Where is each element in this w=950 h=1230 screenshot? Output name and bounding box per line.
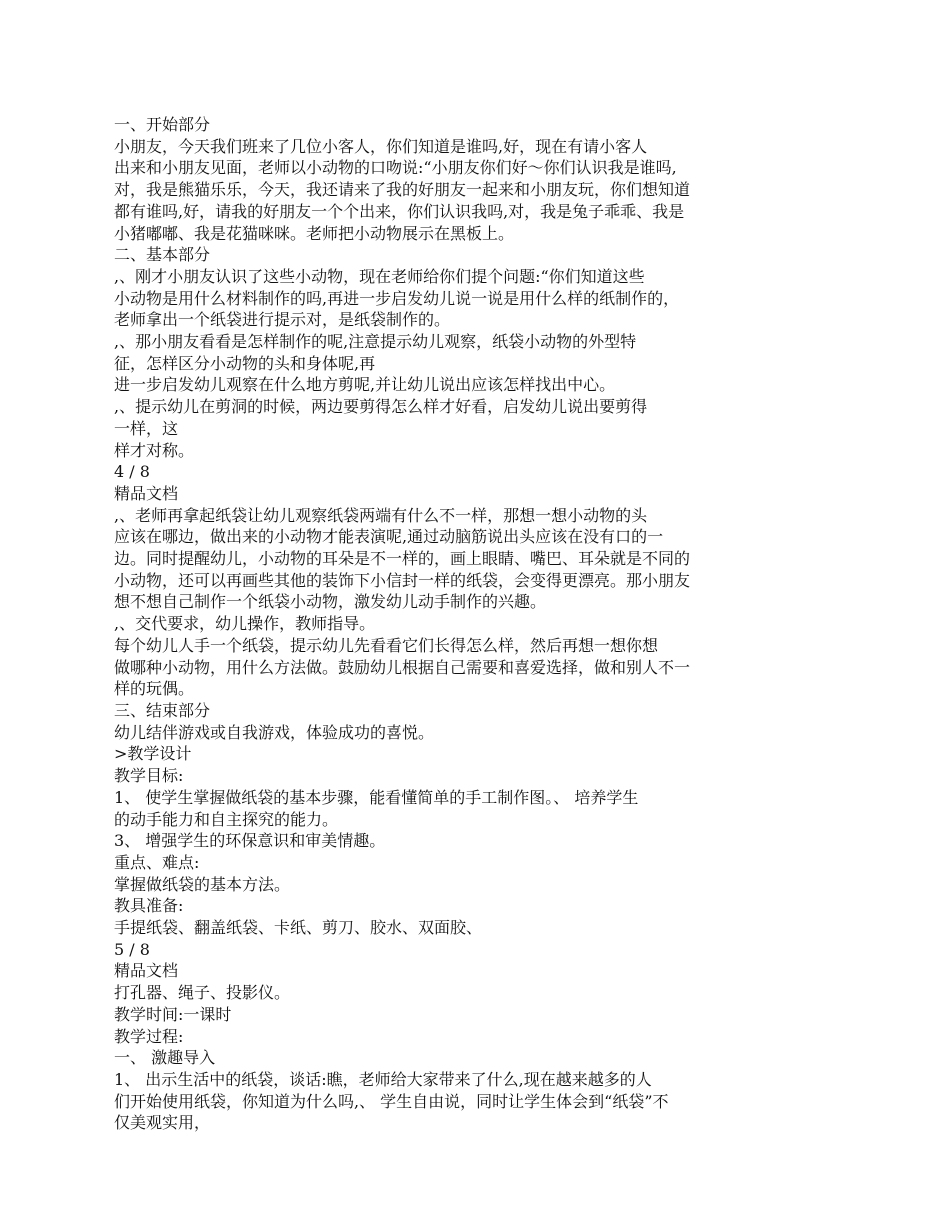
text-line: 仅美观实用，: [114, 1113, 211, 1133]
text-line: 一、 激趣导入: [114, 1048, 216, 1068]
text-line: 教具准备:: [114, 896, 184, 916]
page-number: 5 / 8: [114, 939, 150, 959]
text-line: 都有谁吗,好，请我的好朋友一个个出来，你们认识我吗,对，我是兔子乖乖、我是: [114, 201, 685, 221]
text-line: 想不想自己制作一个纸袋小动物，激发幼儿动手制作的兴趣。: [114, 592, 547, 612]
section-heading-design: >教学设计: [114, 744, 192, 764]
text-line: 做哪种小动物，用什么方法做。鼓励幼儿根据自己需要和喜爱选择，做和别人不一: [114, 657, 691, 677]
text-line: 手提纸袋、翻盖纸袋、卡纸、剪刀、胶水、双面胶、: [114, 918, 483, 938]
text-line: 进一步启发幼儿观察在什么地方剪呢,并让幼儿说出应该怎样找出中心。: [114, 375, 616, 395]
text-line: 样才对称。: [114, 440, 195, 460]
text-line: ,、那小朋友看看是怎样制作的呢,注意提示幼儿观察，纸袋小动物的外型特: [114, 332, 637, 352]
page-header: 精品文档: [114, 961, 179, 981]
text-line: ,、刚才小朋友认识了这些小动物，现在老师给你们提个问题:“你们知道这些: [114, 266, 645, 286]
text-line: 出来和小朋友见面，老师以小动物的口吻说:“小朋友你们好～你们认识我是谁吗,: [114, 158, 677, 178]
document-page: [114, 114, 814, 1134]
text-line: 教学目标:: [114, 766, 184, 786]
text-line: 1、 使学生掌握做纸袋的基本步骤，能看懂简单的手工制作图。、 培养学生: [114, 787, 639, 807]
text-line: ,、提示幼儿在剪洞的时候，两边要剪得怎么样才好看，启发幼儿说出要剪得: [114, 397, 648, 417]
text-line: 边。同时提醒幼儿，小动物的耳朵是不一样的，画上眼睛、嘴巴、耳朵就是不同的: [114, 549, 691, 569]
text-line: 对，我是熊猫乐乐，今天，我还请来了我的好朋友一起来和小朋友玩，你们想知道: [114, 180, 691, 200]
text-line: 打孔器、绳子、投影仪。: [114, 983, 291, 1003]
text-line: 征，怎样区分小动物的头和身体呢,再: [114, 353, 376, 373]
text-line: 小动物，还可以再画些其他的装饰下小信封一样的纸袋，会变得更漂亮。那小朋友: [114, 570, 691, 590]
text-line: 小朋友，今天我们班来了几位小客人，你们知道是谁吗,好，现在有请小客人: [114, 136, 648, 156]
text-line: 幼儿结伴游戏或自我游戏，体验成功的喜悦。: [114, 722, 435, 742]
page-number: 4 / 8: [114, 462, 150, 482]
text-line: 每个幼儿人手一个纸袋，提示幼儿先看看它们长得怎么样，然后再想一想你想: [114, 635, 659, 655]
section-heading-basic: 二、基本部分: [114, 245, 211, 265]
text-line: 小动物是用什么材料制作的吗,再进一步启发幼儿说一说是用什么样的纸制作的，: [114, 288, 680, 308]
text-line: 们开始使用纸袋，你知道为什么吗,、 学生自由说，同时让学生体会到“纸袋”不: [114, 1091, 669, 1111]
text-line: 3、 增强学生的环保意识和审美情趣。: [114, 831, 386, 851]
text-line: 重点、难点:: [114, 852, 200, 872]
text-line: 的动手能力和自主探究的能力。: [114, 809, 339, 829]
text-line: 教学过程:: [114, 1026, 184, 1046]
text-line: 1、 出示生活中的纸袋，谈话:瞧，老师给大家带来了什么,现在越来越多的人: [114, 1069, 652, 1089]
page-header: 精品文档: [114, 483, 179, 503]
text-line: 掌握做纸袋的基本方法。: [114, 874, 291, 894]
section-heading-end: 三、结束部分: [114, 700, 211, 720]
text-line: 应该在哪边，做出来的小动物才能表演呢,通过动脑筋说出头应该在没有口的一: [114, 527, 664, 547]
text-line: 老师拿出一个纸袋进行提示对，是纸袋制作的。: [114, 310, 451, 330]
text-line: 一样，这: [114, 418, 179, 438]
text-line: 教学时间:一课时: [114, 1004, 232, 1024]
text-line: ,、交代要求，幼儿操作，教师指导。: [114, 614, 376, 634]
text-line: ,、老师再拿起纸袋让幼儿观察纸袋两端有什么不一样，那想一想小动物的头: [114, 505, 648, 525]
section-heading-start: 一、开始部分: [114, 115, 211, 134]
text-line: 样的玩偶。: [114, 679, 195, 699]
text-line: 小猪嘟嘟、我是花猫咪咪。老师把小动物展示在黑板上。: [114, 223, 515, 243]
